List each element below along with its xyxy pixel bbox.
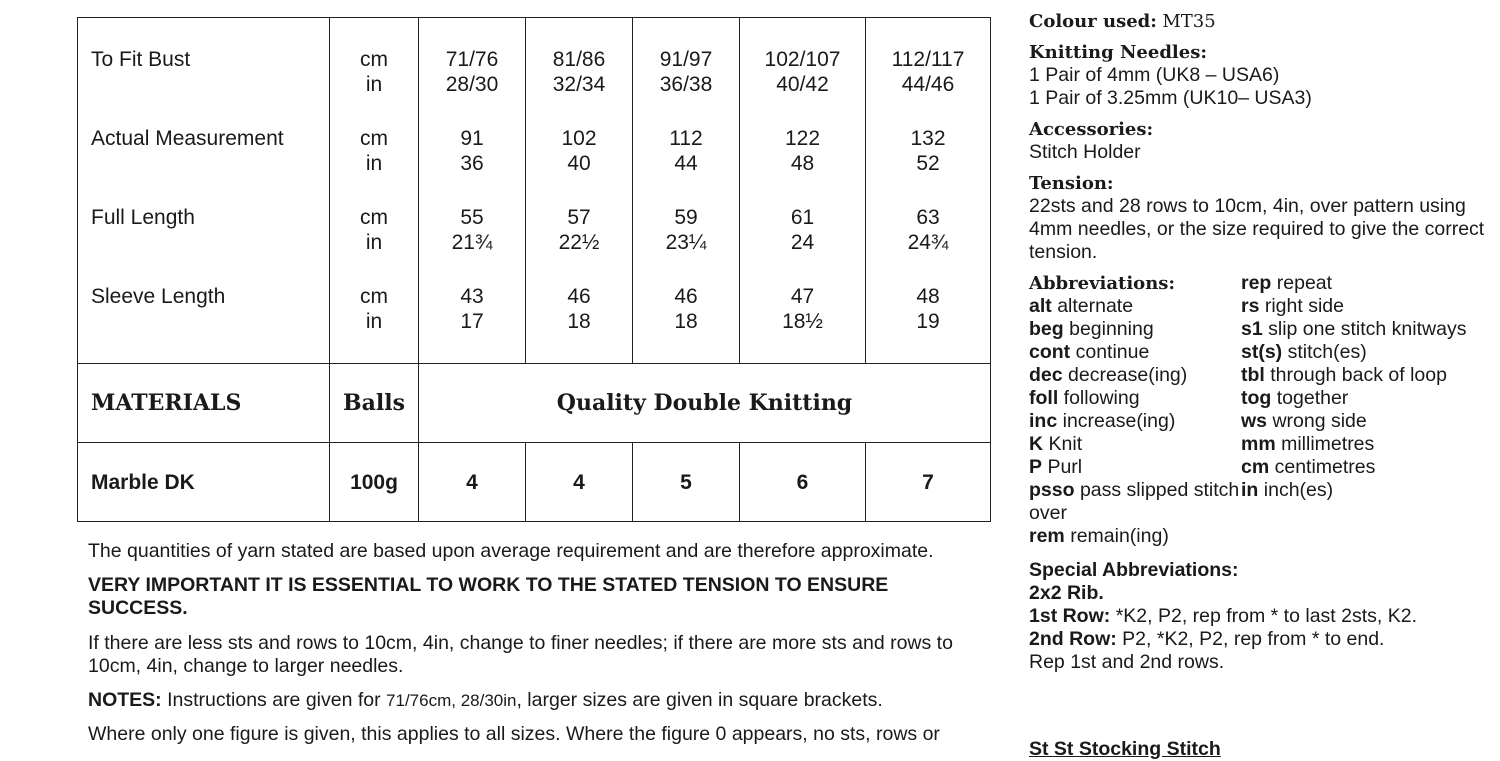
ball-count: 4: [419, 443, 526, 522]
size-value: 36/38: [659, 73, 713, 96]
unit-column: [330, 18, 419, 364]
measurement-label: Full Length: [91, 206, 195, 229]
special-abbreviations-label: Special Abbreviations:: [1029, 559, 1239, 581]
size-value: 63: [916, 206, 940, 229]
ball-count: 6: [740, 443, 866, 522]
size-value: 48: [916, 285, 940, 308]
size-value: 132: [910, 127, 946, 150]
abbr-meaning: millimetres: [1281, 433, 1375, 455]
abbr-term: st(s): [1241, 341, 1283, 363]
size-value: 47: [790, 285, 815, 308]
unit-in: in: [365, 152, 383, 175]
unit-cm: cm: [360, 48, 388, 71]
abbr-item: [1241, 272, 1481, 295]
needles-label: Knitting Needles:: [1029, 42, 1207, 63]
figure-note: Where only one figure is given, this applies to all sizes. Where the figure 0 appears, no sts, rows or: [88, 723, 940, 745]
st-st-heading: St St Stocking Stitch: [1029, 738, 1221, 760]
abbr-item: [1241, 387, 1481, 410]
abbr-meaning: continue: [1075, 341, 1150, 363]
abbr-meaning: right side: [1264, 295, 1344, 317]
abbr-term: rep: [1241, 272, 1272, 294]
tension-adjust-note: If there are less sts and rows to 10cm, 4in, change to finer needles; if there are more sts and rows to 10cm, 4in, change to larger needles.: [88, 632, 953, 677]
abbr-meaning: Purl: [1047, 456, 1083, 478]
ball-count: 5: [633, 443, 740, 522]
yarn-name: Marble DK: [78, 443, 330, 522]
row-label: 2nd Row:: [1029, 628, 1117, 650]
measurement-label: Actual Measurement: [91, 127, 284, 150]
abbr-term: beg: [1029, 318, 1064, 340]
abbr-item: [1029, 341, 1241, 364]
size-value: 112/117: [891, 48, 965, 71]
measurement-labels: [78, 18, 330, 364]
needle-item: 1 Pair of 4mm (UK8 – USA6): [1029, 64, 1280, 86]
abbr-meaning: decrease(ing): [1068, 364, 1188, 386]
size-value: 23¼: [665, 231, 707, 254]
size-value: 18: [567, 310, 591, 333]
size-value: 18: [674, 310, 698, 333]
unit-in: in: [365, 310, 383, 333]
abbr-item: [1241, 479, 1481, 502]
pattern-notes: [88, 540, 988, 757]
abbr-term: tbl: [1241, 364, 1265, 386]
size-column-2: [526, 18, 633, 364]
abbr-item: [1241, 295, 1481, 318]
abbr-meaning: alternate: [1057, 295, 1134, 317]
size-value: 55: [460, 206, 484, 229]
needle-item: 1 Pair of 3.25mm (UK10– USA3): [1029, 87, 1312, 109]
ball-count: 4: [526, 443, 633, 522]
abbr-term: mm: [1241, 433, 1276, 455]
abbr-term: rs: [1241, 295, 1260, 317]
size-value: 61: [790, 206, 815, 229]
colour-section: [1029, 10, 1489, 33]
size-value: 44: [674, 152, 698, 175]
size-value: 59: [674, 206, 698, 229]
abbr-meaning: slip one stitch knitways: [1268, 318, 1467, 340]
abbr-meaning: stitch(es): [1287, 341, 1367, 363]
unit-in: in: [365, 73, 383, 96]
unit-in: in: [365, 231, 383, 254]
row-label: 1st Row:: [1029, 605, 1111, 627]
rib-repeat: Rep 1st and 2nd rows.: [1029, 651, 1225, 673]
tension-value: 22sts and 28 rows to 10cm, 4in, over pattern using 4mm needles, or the size required to give the correct tension.: [1029, 195, 1485, 263]
abbr-meaning: Knit: [1048, 433, 1083, 455]
rib-row-2: [1029, 628, 1489, 651]
size-value: 57: [567, 206, 591, 229]
accessories-label: Accessories:: [1029, 119, 1154, 140]
ball-count: 7: [866, 443, 991, 522]
unit-cm: cm: [360, 206, 388, 229]
abbreviations-section: [1029, 272, 1489, 548]
size-value: 71/76: [445, 48, 499, 71]
abbr-item: [1029, 318, 1241, 341]
abbr-meaning: centimetres: [1274, 456, 1376, 478]
abbr-meaning: remain(ing): [1070, 525, 1169, 547]
abbr-term: alt: [1029, 295, 1052, 317]
size-value: 46: [567, 285, 591, 308]
abbr-meaning: pass slipped stitch over: [1029, 479, 1240, 524]
abbr-item: [1241, 410, 1481, 433]
abbr-meaning: together: [1276, 387, 1349, 409]
abbreviations-label: Abbreviations:: [1029, 273, 1176, 294]
abbr-item: [1029, 410, 1241, 433]
abbr-term: tog: [1241, 387, 1272, 409]
size-value: 102: [561, 127, 597, 150]
notes-pre: Instructions are given for: [167, 689, 381, 711]
abbr-term: in: [1241, 479, 1259, 501]
size-value: 17: [460, 310, 484, 333]
abbr-item: [1029, 456, 1241, 479]
size-value: 24: [790, 231, 815, 254]
notes-label: NOTES:: [88, 689, 162, 711]
abbr-term: dec: [1029, 364, 1063, 386]
abbr-item: [1029, 479, 1241, 525]
yarn-quality: Quality Double Knitting: [419, 364, 991, 443]
abbr-meaning: following: [1063, 387, 1140, 409]
abbr-term: foll: [1029, 387, 1059, 409]
size-value: 36: [460, 152, 484, 175]
size-value: 19: [916, 310, 940, 333]
accessories-value: Stitch Holder: [1029, 141, 1141, 163]
quantities-note: The quantities of yarn stated are based upon average requirement and are therefore approximate.: [88, 540, 934, 562]
size-column-4: [740, 18, 866, 364]
size-value: 40/42: [776, 73, 829, 96]
abbr-meaning: wrong side: [1272, 410, 1367, 432]
tension-warning: VERY IMPORTANT IT IS ESSENTIAL TO WORK TO THE STATED TENSION TO ENSURE SUCCESS.: [88, 574, 889, 619]
abbr-term: s1: [1241, 318, 1263, 340]
abbr-meaning: beginning: [1069, 318, 1154, 340]
measurement-label: To Fit Bust: [91, 48, 191, 71]
measurement-label: Sleeve Length: [91, 285, 226, 308]
size-value: 46: [674, 285, 698, 308]
abbr-item: [1029, 433, 1241, 456]
abbr-item: [1241, 341, 1481, 364]
unit-cm: cm: [360, 285, 388, 308]
abbr-item: [1241, 364, 1481, 387]
size-column-1: [419, 18, 526, 364]
abbr-item: [1029, 387, 1241, 410]
abbr-meaning: through back of loop: [1270, 364, 1447, 386]
needles-section: [1029, 41, 1489, 110]
colour-value: MT35: [1162, 11, 1216, 32]
accessories-section: [1029, 118, 1489, 164]
unit-cm: cm: [360, 127, 388, 150]
tension-label: Tension:: [1029, 173, 1114, 194]
abbr-item: [1029, 364, 1241, 387]
size-column-3: [633, 18, 740, 364]
size-value: 112: [669, 127, 703, 150]
size-value: 91/97: [659, 48, 713, 71]
notes-size: 71/76cm, 28/30in: [386, 691, 517, 710]
rib-row-1: [1029, 605, 1489, 628]
size-value: 21¾: [451, 231, 493, 254]
balls-label: Balls: [330, 364, 419, 443]
abbr-term: cm: [1241, 456, 1270, 478]
materials-label: MATERIALS: [78, 364, 330, 443]
size-value: 52: [916, 152, 940, 175]
size-value: 43: [460, 285, 484, 308]
size-column-5: [866, 18, 991, 364]
size-value: 28/30: [445, 73, 499, 96]
abbr-item: [1029, 295, 1241, 318]
abbr-term: ws: [1241, 410, 1268, 432]
row-instruction: P2, *K2, P2, rep from * to end.: [1122, 628, 1385, 650]
size-value: 22½: [558, 231, 600, 254]
abbr-item: [1241, 318, 1481, 341]
size-value: 44/46: [901, 73, 955, 96]
measurements-row: [78, 18, 991, 364]
size-value: 18½: [782, 310, 823, 333]
colour-label: Colour used:: [1029, 11, 1157, 32]
pattern-details: [1029, 10, 1489, 674]
size-value: 24¾: [907, 231, 949, 254]
ball-weight: 100g: [330, 443, 419, 522]
size-value: 122: [784, 127, 821, 150]
abbr-term: rem: [1029, 525, 1065, 547]
rib-title: 2x2 Rib.: [1029, 582, 1104, 604]
size-value: 91: [460, 127, 484, 150]
abbr-term: P: [1029, 456, 1043, 478]
abbr-term: cont: [1029, 341, 1071, 363]
yarn-row: [78, 443, 991, 522]
row-instruction: *K2, P2, rep from * to last 2sts, K2.: [1115, 605, 1417, 627]
materials-row: [78, 364, 991, 443]
tension-section: [1029, 172, 1489, 264]
size-value: 48: [790, 152, 815, 175]
abbr-item: [1241, 433, 1481, 456]
abbr-meaning: inch(es): [1263, 479, 1334, 501]
notes-post: , larger sizes are given in square brackets.: [516, 689, 883, 711]
abbr-term: psso: [1029, 479, 1075, 501]
abbr-term: K: [1029, 433, 1044, 455]
size-value: 81/86: [552, 48, 606, 71]
size-value: 102/107: [764, 48, 841, 71]
abbr-term: inc: [1029, 410, 1058, 432]
size-value: 40: [567, 152, 591, 175]
abbr-meaning: repeat: [1276, 272, 1333, 294]
size-value: 32/34: [552, 73, 606, 96]
abbr-meaning: increase(ing): [1062, 410, 1176, 432]
size-notes: [88, 689, 988, 712]
abbr-item: [1241, 456, 1481, 479]
abbr-item: [1029, 525, 1241, 548]
abbreviations-left: [1029, 272, 1241, 548]
sizes-table: [77, 17, 991, 522]
abbreviations-right: [1241, 272, 1481, 548]
